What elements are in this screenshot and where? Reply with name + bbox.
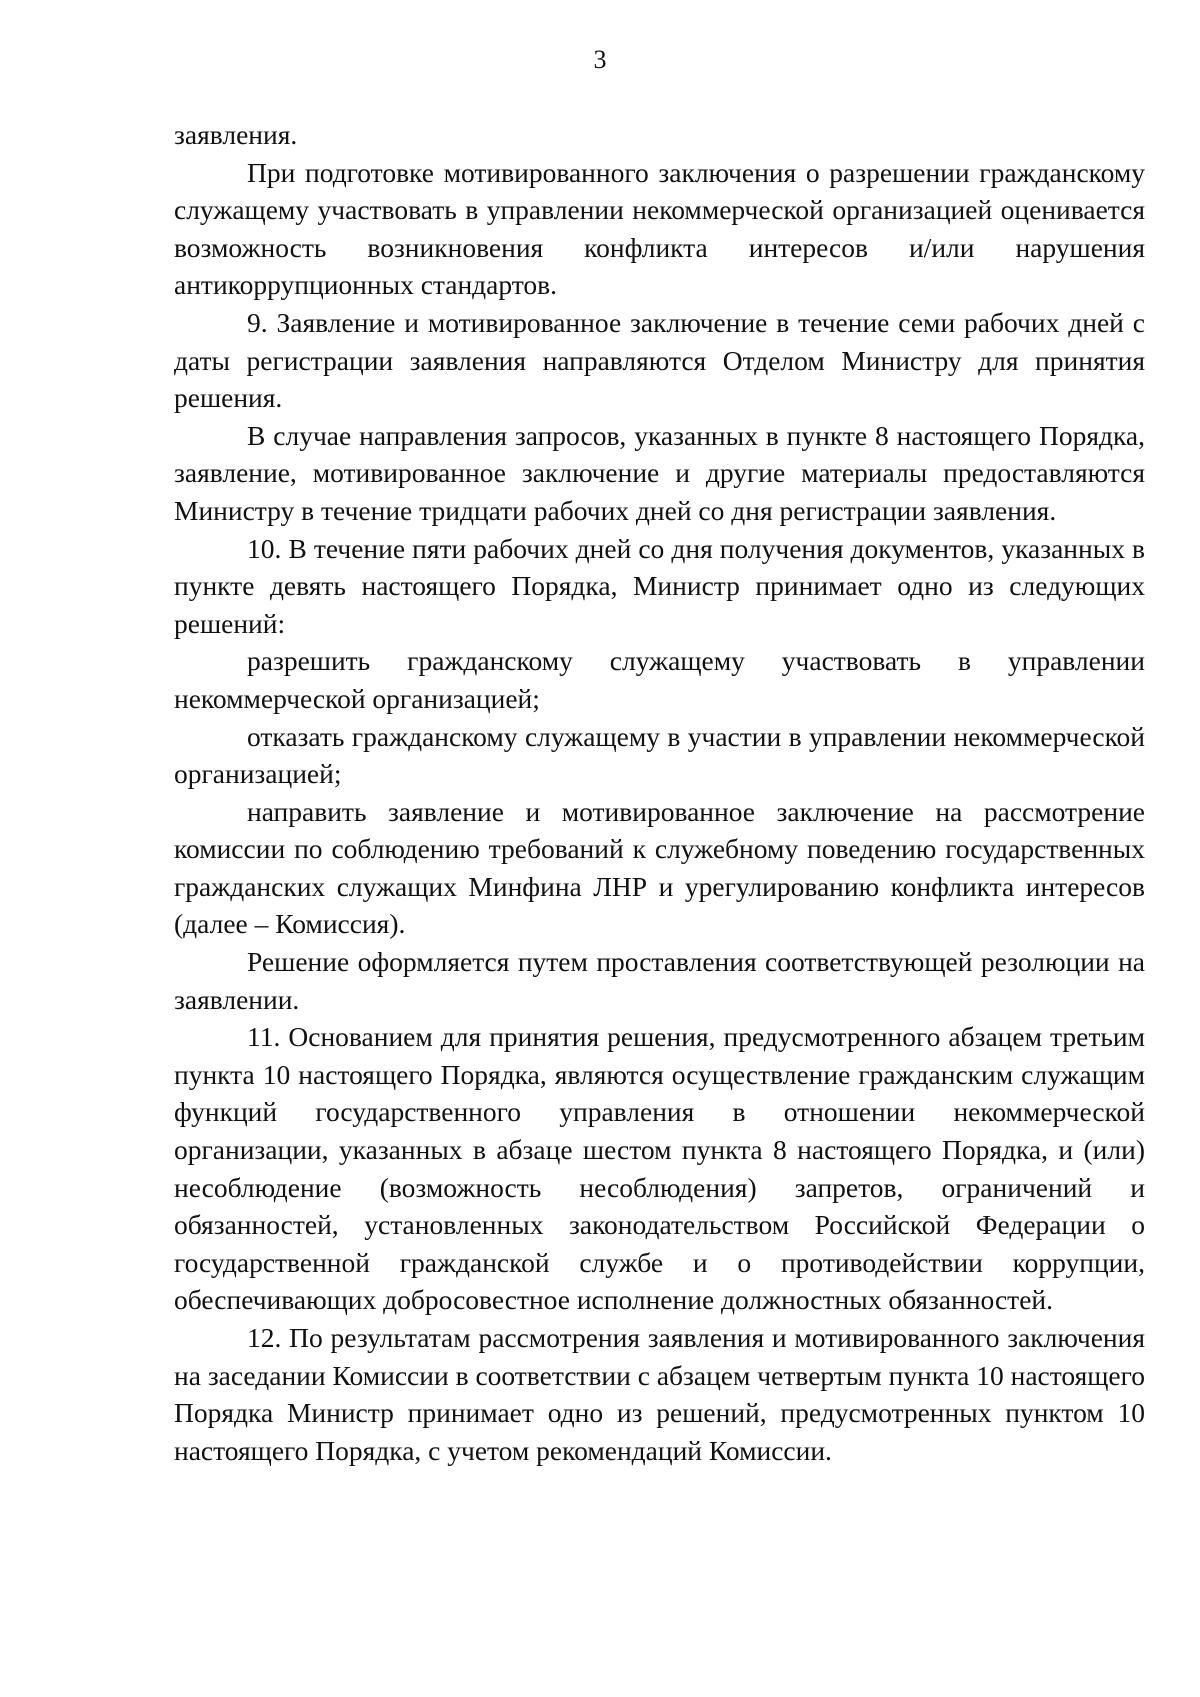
paragraph-requests-case: В случае направления запросов, указанных в пункте 8 настоящего Порядка, заявление, мотивированное заключение и другие материалы предоставляются Министру в течение тридцати рабочих дней со дня регистрации заявления. — [174, 419, 1145, 526]
document-body — [174, 116, 1145, 1469]
paragraph-item-11: 11. Основанием для принятия решения, предусмотренного абзацем третьим пункта 10 настоящего Порядка, являются осуществление гражданским служащим функций государственного управления в отношении некоммерческой организации, указанных в абзаце шестом пункта 8 настоящего Порядка, и (или) несоблюдение (возможность несоблюдения) запретов, ограничений и обязанностей, установленных законодательством Российской Федерации о государственной гражданской службе и о противодействии коррупции, обеспечивающих добросовестное исполнение должностных обязанностей. — [174, 1021, 1145, 1316]
paragraph-item-12: 12. По результатам рассмотрения заявления и мотивированного заключения на заседании Комиссии в соответствии с абзацем четвертым пункта 10 настоящего Порядка Министр принимает одно из решений, предусмотренных пунктом 10 настоящего Порядка, с учетом рекомендаций Комиссии. — [174, 1322, 1145, 1466]
paragraph-item-10: 10. В течение пяти рабочих дней со дня получения документов, указанных в пункте девять настоящего Порядка, Министр принимает одно из следующих решений: — [174, 532, 1145, 639]
paragraph-continuation: заявления. — [174, 119, 298, 150]
paragraph-item-9: 9. Заявление и мотивированное заключение в течение семи рабочих дней с даты регистрации заявления направляются Отделом Министру для принятия решения. — [174, 306, 1145, 414]
page-number: 3 — [593, 45, 607, 74]
paragraph-motivated-conclusion-assessment: При подготовке мотивированного заключения о разрешении гражданскому служащему участвовать в управлении некоммерческой организацией оценивается возможность возникновения конфликта интересов и/или нарушения антикоррупционных стандартов. — [174, 156, 1145, 301]
paragraph-decision-commission: направить заявление и мотивированное заключение на рассмотрение комиссии по соблюдению требований к служебному поведению государственных гражданских служащих Минфина ЛНР и урегулированию конфликта интересов (далее – Комиссия). — [174, 795, 1145, 940]
paragraph-resolution: Решение оформляется путем проставления соответствующей резолюции на заявлении. — [174, 946, 1145, 1015]
paragraph-decision-refuse: отказать гражданскому служащему в участии в управлении некоммерческой организацией; — [174, 720, 1145, 790]
paragraph-decision-permit: разрешить гражданскому служащему участвовать в управлении некоммерческой организацией; — [174, 645, 1145, 714]
